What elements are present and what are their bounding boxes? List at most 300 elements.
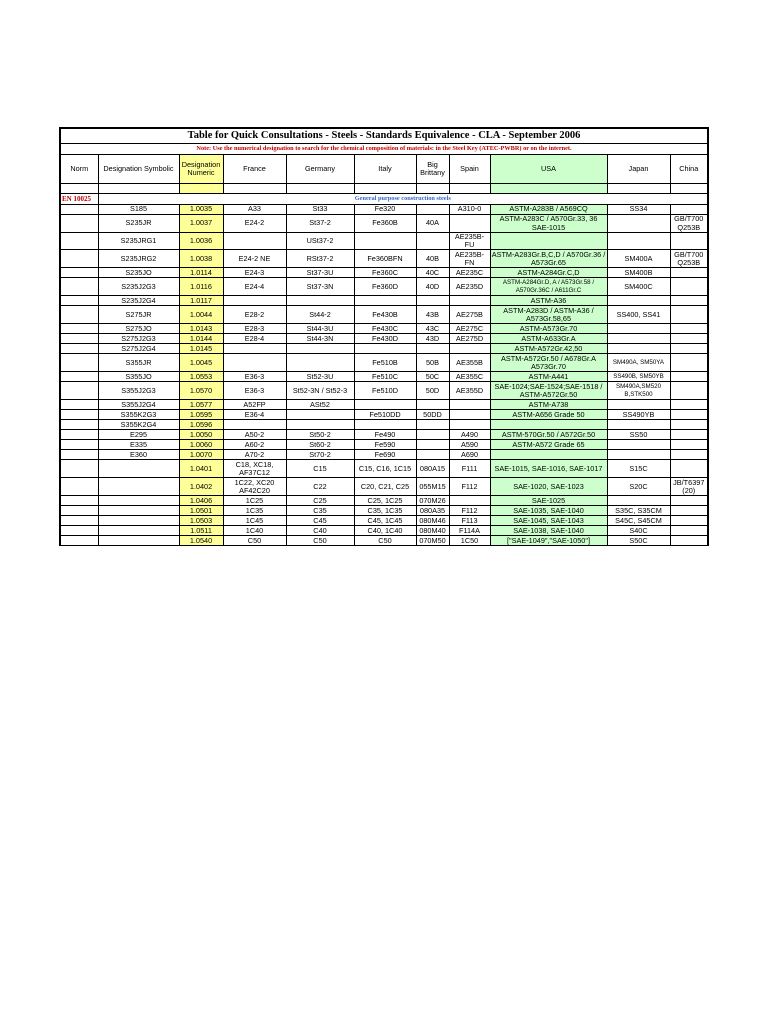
cell-france: A70-2 bbox=[223, 450, 286, 460]
cell-big-brittany: 50D bbox=[416, 382, 449, 400]
table-row bbox=[60, 250, 708, 268]
table-row bbox=[60, 354, 708, 372]
cell-symbolic: S355J2G4 bbox=[98, 400, 179, 410]
cell-japan bbox=[607, 233, 670, 250]
cell-germany: St33 bbox=[286, 205, 354, 215]
cell-usa: ASTM-A633Gr.A bbox=[490, 334, 607, 344]
cell-france: E36-3 bbox=[223, 372, 286, 382]
table-row bbox=[60, 382, 708, 400]
cell-italy: Fe510B bbox=[354, 354, 416, 372]
cell-big-brittany: 40D bbox=[416, 278, 449, 296]
cell-japan: S40C bbox=[607, 526, 670, 536]
cell-germany: St60-2 bbox=[286, 440, 354, 450]
cell-big-brittany: 070M26 bbox=[416, 496, 449, 506]
cell-big-brittany bbox=[416, 344, 449, 354]
header-italy: Italy bbox=[354, 155, 416, 184]
cell-china bbox=[670, 372, 708, 382]
cell-big-brittany bbox=[416, 233, 449, 250]
cell-china bbox=[670, 400, 708, 410]
cell-usa: ASTM-A572Gr.42,50 bbox=[490, 344, 607, 354]
cell-china bbox=[670, 306, 708, 324]
cell-france: 1C40 bbox=[223, 526, 286, 536]
header-row bbox=[60, 155, 708, 184]
cell-france bbox=[223, 233, 286, 250]
cell-italy bbox=[354, 296, 416, 306]
cell-italy: Fe430C bbox=[354, 324, 416, 334]
cell-france: E36-3 bbox=[223, 382, 286, 400]
cell-big-brittany bbox=[416, 450, 449, 460]
cell-japan bbox=[607, 344, 670, 354]
cell-china bbox=[670, 450, 708, 460]
header-japan: Japan bbox=[607, 155, 670, 184]
cell-norm bbox=[60, 526, 98, 536]
table-row bbox=[60, 506, 708, 516]
cell-china bbox=[670, 382, 708, 400]
cell-italy: C45, 1C45 bbox=[354, 516, 416, 526]
header-germany: Germany bbox=[286, 155, 354, 184]
cell-france: A60-2 bbox=[223, 440, 286, 450]
section-norm: EN 10025 bbox=[60, 194, 98, 205]
cell-spain: AE235D bbox=[449, 278, 490, 296]
cell-spain bbox=[449, 420, 490, 430]
cell-spain: AE275D bbox=[449, 334, 490, 344]
table-row bbox=[60, 233, 708, 250]
cell-symbolic bbox=[98, 526, 179, 536]
cell-france: E24-3 bbox=[223, 268, 286, 278]
cell-italy: C50 bbox=[354, 536, 416, 546]
cell-numeric: 1.0595 bbox=[179, 410, 223, 420]
cell-symbolic: S355K2G3 bbox=[98, 410, 179, 420]
note-text: Note: Use the numerical designation to search for the chemical composition of materials: in the Steel Key (ATEC-PWBR) or on the internet. bbox=[60, 144, 708, 155]
header-france: France bbox=[223, 155, 286, 184]
cell-big-brittany bbox=[416, 205, 449, 215]
cell-symbolic: S235J2G4 bbox=[98, 296, 179, 306]
cell-france bbox=[223, 420, 286, 430]
cell-usa: ASTM-A656 Grade 50 bbox=[490, 410, 607, 420]
cell-numeric: 1.0570 bbox=[179, 382, 223, 400]
cell-japan bbox=[607, 296, 670, 306]
cell-china bbox=[670, 344, 708, 354]
table-row bbox=[60, 306, 708, 324]
cell-france: C50 bbox=[223, 536, 286, 546]
cell-japan: SM400B bbox=[607, 268, 670, 278]
cell-big-brittany: 40C bbox=[416, 268, 449, 278]
cell-big-brittany: 43B bbox=[416, 306, 449, 324]
cell-symbolic: S275JR bbox=[98, 306, 179, 324]
cell-norm bbox=[60, 440, 98, 450]
cell-france: A52FP bbox=[223, 400, 286, 410]
cell-numeric: 1.0070 bbox=[179, 450, 223, 460]
cell-japan: SM490A,SM520 B,STK500 bbox=[607, 382, 670, 400]
header-norm: Norm bbox=[60, 155, 98, 184]
cell-spain: F112 bbox=[449, 478, 490, 496]
cell-france: E28-2 bbox=[223, 306, 286, 324]
cell-spain bbox=[449, 410, 490, 420]
cell-usa: SAE-1038, SAE-1040 bbox=[490, 526, 607, 536]
cell-spain bbox=[449, 496, 490, 506]
cell-numeric: 1.0060 bbox=[179, 440, 223, 450]
cell-germany: St37-3N bbox=[286, 278, 354, 296]
cell-numeric: 1.0145 bbox=[179, 344, 223, 354]
cell-usa bbox=[490, 450, 607, 460]
cell-france bbox=[223, 354, 286, 372]
cell-japan bbox=[607, 334, 670, 344]
cell-norm bbox=[60, 250, 98, 268]
cell-spain: AE275B bbox=[449, 306, 490, 324]
cell-numeric: 1.0114 bbox=[179, 268, 223, 278]
cell-japan: S50C bbox=[607, 536, 670, 546]
cell-usa: ASTM-A284Gr.D, A / A573Gr.58 / A570Gr.36C / A611Gr.C bbox=[490, 278, 607, 296]
cell-germany: C35 bbox=[286, 506, 354, 516]
cell-japan bbox=[607, 400, 670, 410]
cell-big-brittany: 080A35 bbox=[416, 506, 449, 516]
cell-numeric: 1.0038 bbox=[179, 250, 223, 268]
cell-symbolic: S275JO bbox=[98, 324, 179, 334]
cell-italy: Fe360D bbox=[354, 278, 416, 296]
cell-usa: ASTM-A283Gr.B,C,D / A570Gr.36 / A573Gr.65 bbox=[491, 249, 606, 267]
cell-germany: C15 bbox=[286, 460, 354, 478]
cell-china bbox=[670, 354, 708, 372]
cell-italy: C15, C16, 1C15 bbox=[354, 460, 416, 478]
cell-norm bbox=[60, 536, 98, 546]
cell-usa: ASTM-570Gr.50 / A572Gr.50 bbox=[490, 430, 607, 440]
cell-numeric: 1.0406 bbox=[179, 496, 223, 506]
cell-spain bbox=[449, 296, 490, 306]
cell-germany: St44-3U bbox=[286, 324, 354, 334]
cell-usa: ["SAE-1049","SAE-1050"] bbox=[490, 536, 607, 546]
cell-norm bbox=[60, 334, 98, 344]
cell-big-brittany: 40B bbox=[416, 250, 449, 268]
cell-japan bbox=[607, 450, 670, 460]
cell-norm bbox=[60, 496, 98, 506]
page-title: Table for Quick Consultations - Steels - Standards Equivalence - CLA - September 2006 bbox=[60, 128, 708, 144]
cell-symbolic: S275J2G3 bbox=[98, 334, 179, 344]
cell-spain bbox=[449, 400, 490, 410]
cell-numeric: 1.0116 bbox=[179, 278, 223, 296]
cell-symbolic: S235JRG2 bbox=[98, 250, 179, 268]
cell-numeric: 1.0503 bbox=[179, 516, 223, 526]
cell-usa bbox=[490, 233, 607, 250]
cell-china bbox=[670, 496, 708, 506]
cell-japan: SS490YB bbox=[607, 410, 670, 420]
cell-symbolic: S355K2G4 bbox=[98, 420, 179, 430]
cell-symbolic: S235JRG1 bbox=[98, 233, 179, 250]
cell-germany bbox=[286, 344, 354, 354]
cell-big-brittany: 080M46 bbox=[416, 516, 449, 526]
table-row bbox=[60, 278, 708, 296]
cell-france: 1C45 bbox=[223, 516, 286, 526]
cell-france: 1C25 bbox=[223, 496, 286, 506]
cell-china bbox=[670, 410, 708, 420]
cell-italy bbox=[354, 400, 416, 410]
cell-germany: ASt52 bbox=[286, 400, 354, 410]
cell-numeric: 1.0117 bbox=[179, 296, 223, 306]
cell-norm bbox=[60, 460, 98, 478]
cell-italy bbox=[354, 420, 416, 430]
cell-numeric: 1.0401 bbox=[179, 460, 223, 478]
cell-usa bbox=[490, 420, 607, 430]
cell-japan bbox=[607, 440, 670, 450]
table-row bbox=[60, 400, 708, 410]
cell-big-brittany: 50C bbox=[416, 372, 449, 382]
cell-usa: ASTM-A283C / A570Gr.33, 36 SAE-1015 bbox=[490, 215, 607, 233]
cell-usa: ASTM-A573Gr.70 bbox=[490, 324, 607, 334]
cell-italy: Fe510D bbox=[354, 382, 416, 400]
cell-spain: F113 bbox=[449, 516, 490, 526]
table-row bbox=[60, 450, 708, 460]
cell-japan: SS490B, SM50YB bbox=[607, 372, 670, 382]
cell-spain: F114A bbox=[449, 526, 490, 536]
cell-germany bbox=[286, 296, 354, 306]
cell-big-brittany: 080A15 bbox=[416, 460, 449, 478]
cell-big-brittany bbox=[416, 420, 449, 430]
cell-big-brittany bbox=[416, 400, 449, 410]
cell-norm bbox=[60, 215, 98, 233]
cell-spain: AE355B bbox=[449, 354, 490, 372]
cell-japan: SS50 bbox=[607, 430, 670, 440]
cell-france bbox=[223, 344, 286, 354]
cell-china bbox=[670, 268, 708, 278]
table-row bbox=[60, 430, 708, 440]
cell-spain bbox=[449, 344, 490, 354]
header-china: China bbox=[670, 155, 708, 184]
cell-numeric: 1.0036 bbox=[179, 233, 223, 250]
cell-germany: USt37-2 bbox=[286, 233, 354, 250]
cell-norm bbox=[60, 382, 98, 400]
cell-symbolic: S275J2G4 bbox=[98, 344, 179, 354]
table-row bbox=[60, 536, 708, 546]
cell-usa: SAE-1045, SAE-1043 bbox=[490, 516, 607, 526]
cell-germany: St50-2 bbox=[286, 430, 354, 440]
cell-china bbox=[670, 536, 708, 546]
cell-usa: ASTM-A283B / A569CQ bbox=[490, 205, 607, 215]
cell-numeric: 1.0577 bbox=[179, 400, 223, 410]
cell-germany: St44-3N bbox=[286, 334, 354, 344]
cell-norm bbox=[60, 268, 98, 278]
section-row bbox=[60, 194, 708, 205]
cell-germany: C22 bbox=[286, 478, 354, 496]
cell-japan bbox=[607, 324, 670, 334]
cell-norm bbox=[60, 233, 98, 250]
cell-norm bbox=[60, 278, 98, 296]
cell-china bbox=[670, 460, 708, 478]
cell-big-brittany: 080M40 bbox=[416, 526, 449, 536]
cell-symbolic: S355JO bbox=[98, 372, 179, 382]
cell-symbolic: S235JO bbox=[98, 268, 179, 278]
cell-numeric: 1.0050 bbox=[179, 430, 223, 440]
cell-spain: A490 bbox=[449, 430, 490, 440]
cell-norm bbox=[60, 205, 98, 215]
cell-china bbox=[670, 526, 708, 536]
cell-italy: Fe320 bbox=[354, 205, 416, 215]
cell-china bbox=[670, 233, 708, 250]
cell-numeric: 1.0596 bbox=[179, 420, 223, 430]
cell-france: A50-2 bbox=[223, 430, 286, 440]
cell-big-brittany: 50B bbox=[416, 354, 449, 372]
cell-numeric: 1.0045 bbox=[179, 354, 223, 372]
cell-symbolic: S235JR bbox=[98, 215, 179, 233]
cell-china bbox=[670, 324, 708, 334]
cell-symbolic bbox=[98, 478, 179, 496]
table-row bbox=[60, 372, 708, 382]
cell-numeric: 1.0553 bbox=[179, 372, 223, 382]
cell-norm bbox=[60, 420, 98, 430]
cell-symbolic: S355JR bbox=[98, 354, 179, 372]
cell-italy: Fe510DD bbox=[354, 410, 416, 420]
cell-usa: ASTM-A572 Grade 65 bbox=[490, 440, 607, 450]
cell-germany: C25 bbox=[286, 496, 354, 506]
cell-spain: AE235B-FN bbox=[449, 250, 490, 268]
cell-japan: SM490A, SM50YA bbox=[607, 354, 670, 372]
cell-japan: S35C, S35CM bbox=[607, 506, 670, 516]
cell-japan: S45C, S45CM bbox=[607, 516, 670, 526]
cell-numeric: 1.0044 bbox=[179, 306, 223, 324]
cell-numeric: 1.0037 bbox=[179, 215, 223, 233]
cell-china: GB/T700 Q253B bbox=[670, 250, 708, 268]
cell-spain: A690 bbox=[449, 450, 490, 460]
cell-china bbox=[670, 205, 708, 215]
header-spain: Spain bbox=[449, 155, 490, 184]
cell-italy bbox=[354, 344, 416, 354]
section-title: General purpose construction steels bbox=[98, 194, 708, 205]
cell-usa: SAE-1025 bbox=[490, 496, 607, 506]
cell-symbolic bbox=[98, 496, 179, 506]
cell-japan: SM400C bbox=[607, 278, 670, 296]
cell-japan: S15C bbox=[607, 460, 670, 478]
cell-symbolic: E295 bbox=[98, 430, 179, 440]
cell-france: E28-3 bbox=[223, 324, 286, 334]
cell-italy: C20, C21, C25 bbox=[354, 478, 416, 496]
cell-norm bbox=[60, 306, 98, 324]
cell-germany: RSt37-2 bbox=[286, 250, 354, 268]
cell-spain: AE275C bbox=[449, 324, 490, 334]
cell-italy: Fe690 bbox=[354, 450, 416, 460]
cell-germany bbox=[286, 420, 354, 430]
cell-france: C18, XC18, AF37C12 bbox=[223, 460, 286, 478]
cell-china bbox=[670, 506, 708, 516]
cell-usa: ASTM-A572Gr.50 / A678Gr.A A573Gr.70 bbox=[490, 354, 607, 372]
cell-norm bbox=[60, 450, 98, 460]
cell-usa: ASTM-A283D / ASTM-A36 / A573Gr.58,65 bbox=[490, 306, 607, 324]
cell-japan: S20C bbox=[607, 478, 670, 496]
table-row bbox=[60, 460, 708, 478]
cell-italy: C40, 1C40 bbox=[354, 526, 416, 536]
cell-france: A33 bbox=[223, 205, 286, 215]
cell-symbolic bbox=[98, 506, 179, 516]
cell-spain: F111 bbox=[449, 460, 490, 478]
table-row bbox=[60, 496, 708, 506]
cell-china bbox=[670, 296, 708, 306]
cell-china bbox=[670, 440, 708, 450]
cell-norm bbox=[60, 506, 98, 516]
cell-numeric: 1.0511 bbox=[179, 526, 223, 536]
cell-numeric: 1.0035 bbox=[179, 205, 223, 215]
cell-italy: Fe360BFN bbox=[354, 250, 416, 268]
cell-symbolic bbox=[98, 536, 179, 546]
cell-spain: 1C50 bbox=[449, 536, 490, 546]
cell-symbolic: S235J2G3 bbox=[98, 278, 179, 296]
equivalence-table bbox=[59, 127, 709, 546]
cell-france: E28-4 bbox=[223, 334, 286, 344]
cell-spain: AE355C bbox=[449, 372, 490, 382]
cell-norm bbox=[60, 410, 98, 420]
table-row bbox=[60, 324, 708, 334]
cell-france: 1C35 bbox=[223, 506, 286, 516]
cell-norm bbox=[60, 354, 98, 372]
cell-usa: ASTM-A36 bbox=[490, 296, 607, 306]
cell-japan: SS34 bbox=[607, 205, 670, 215]
cell-big-brittany: 43C bbox=[416, 324, 449, 334]
cell-japan bbox=[607, 496, 670, 506]
cell-france: E24-2 NE bbox=[223, 250, 286, 268]
cell-italy: Fe430B bbox=[354, 306, 416, 324]
cell-norm bbox=[60, 344, 98, 354]
cell-usa: ASTM-A284Gr.C,D bbox=[490, 268, 607, 278]
header-numeric: Designation Numeric bbox=[179, 155, 223, 184]
cell-norm bbox=[60, 478, 98, 496]
cell-japan: SS400, SS41 bbox=[607, 306, 670, 324]
cell-big-brittany: 055M15 bbox=[416, 478, 449, 496]
cell-spain: AE235C bbox=[449, 268, 490, 278]
cell-china: JB/T6397 (20) bbox=[670, 478, 708, 496]
table-row bbox=[60, 420, 708, 430]
cell-big-brittany bbox=[416, 296, 449, 306]
cell-germany: C40 bbox=[286, 526, 354, 536]
cell-spain: AE355D bbox=[449, 382, 490, 400]
cell-symbolic: S185 bbox=[98, 205, 179, 215]
table-row bbox=[60, 334, 708, 344]
cell-france: E36-4 bbox=[223, 410, 286, 420]
header-symbolic: Designation Symbolic bbox=[98, 155, 179, 184]
cell-spain bbox=[449, 215, 490, 233]
cell-germany: St70-2 bbox=[286, 450, 354, 460]
cell-norm bbox=[60, 400, 98, 410]
cell-france: 1C22, XC20 AF42C20 bbox=[223, 478, 286, 496]
cell-spain: F112 bbox=[449, 506, 490, 516]
cell-germany bbox=[286, 354, 354, 372]
cell-spain: AE235B-FU bbox=[449, 233, 490, 250]
cell-big-brittany bbox=[416, 440, 449, 450]
table-row bbox=[60, 516, 708, 526]
table-row bbox=[60, 410, 708, 420]
cell-germany: St37-3U bbox=[286, 268, 354, 278]
cell-usa: ASTM-A738 bbox=[490, 400, 607, 410]
cell-big-brittany: 070M50 bbox=[416, 536, 449, 546]
table-row bbox=[60, 205, 708, 215]
cell-italy: Fe590 bbox=[354, 440, 416, 450]
cell-norm bbox=[60, 324, 98, 334]
cell-spain: A310-0 bbox=[449, 205, 490, 215]
spacer-row bbox=[60, 184, 708, 194]
cell-france: E24-2 bbox=[223, 215, 286, 233]
cell-spain: A590 bbox=[449, 440, 490, 450]
cell-numeric: 1.0402 bbox=[179, 478, 223, 496]
table-row bbox=[60, 344, 708, 354]
cell-big-brittany: 40A bbox=[416, 215, 449, 233]
header-usa: USA bbox=[490, 155, 607, 184]
cell-china bbox=[670, 516, 708, 526]
cell-germany: C50 bbox=[286, 536, 354, 546]
cell-france bbox=[223, 296, 286, 306]
cell-china bbox=[670, 278, 708, 296]
cell-italy: Fe510C bbox=[354, 372, 416, 382]
cell-symbolic: E360 bbox=[98, 450, 179, 460]
cell-germany bbox=[286, 410, 354, 420]
cell-usa: SAE-1020, SAE-1023 bbox=[490, 478, 607, 496]
cell-norm bbox=[60, 296, 98, 306]
cell-italy: Fe490 bbox=[354, 430, 416, 440]
cell-big-brittany: 43D bbox=[416, 334, 449, 344]
